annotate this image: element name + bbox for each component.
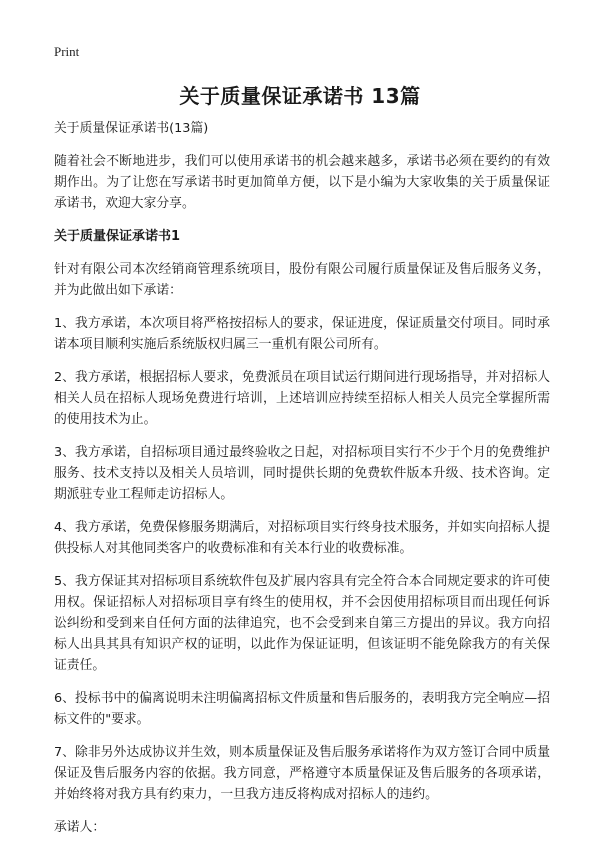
commitment-item-5: 5、我方保证其对招标项目系统软件包及扩展内容具有完全符合本合同规定要求的许可使用权。保证招标人对招标项目享有终生的使用权，并不会因使用招标项目而出现任何诉讼纠纷和受到来自任何方面的法律追究，也不会受到来自第三方提出的异议。我方向招标人出具其具有知识产权的证明，以此作为保证证明，但该证明不能免除我方的有关保证责任。 <box>54 574 550 673</box>
section-heading: 关于质量保证承诺书1 <box>54 229 181 244</box>
commitment-item-6: 6、投标书中的偏离说明未注明偏离招标文件质量和售后服务的，表明我方完全响应—招标文件的"要求。 <box>54 691 550 727</box>
signer-label: 承诺人： <box>54 820 106 835</box>
intro-paragraph: 随着社会不断地进步，我们可以使用承诺书的机会越来越多，承诺书必须在要约的有效期作出。为了让您在写承诺书时更加简单方便，以下是小编为大家收集的关于质量保证承诺书，欢迎大家分享。 <box>54 154 550 211</box>
article-body <box>54 118 550 850</box>
print-link[interactable]: Print <box>54 44 80 59</box>
opening-paragraph: 针对有限公司本次经销商管理系统项目，股份有限公司履行质量保证及售后服务义务，并为此做出如下承诺： <box>54 262 550 298</box>
commitment-item-3: 3、我方承诺，自招标项目通过最终验收之日起，对招标项目实行不少于个月的免费维护服务、技术支持以及相关人员培训，同时提供长期的免费软件版本升级、技术咨询。定期派驻专业工程师走访招标人。 <box>54 445 550 502</box>
commitment-item-4: 4、我方承诺，免费保修服务期满后，对招标项目实行终身技术服务，并如实向招标人提供投标人对其他同类客户的收费标准和有关本行业的收费标准。 <box>54 520 550 556</box>
commitment-item-2: 2、我方承诺，根据招标人要求，免费派员在项目试运行期间进行现场指导，并对招标人相关人员在招标人现场免费进行培训，上述培训应持续至招标人相关人员完全掌握所需的使用技术为止。 <box>54 370 550 427</box>
commitment-item-1: 1、我方承诺，本次项目将严格按招标人的要求，保证进度，保证质量交付项目。同时承诺本项目顺利实施后系统版权归属三一重机有限公司所有。 <box>54 316 550 352</box>
commitment-item-7: 7、除非另外达成协议并生效，则本质量保证及售后服务承诺将作为双方签订合同中质量保证及售后服务内容的依据。我方同意，严格遵守本质量保证及售后服务的各项承诺，并始终将对我方具有约束力，一旦我方违反将构成对招标人的违约。 <box>54 745 550 802</box>
document-title: 关于质量保证承诺书 13篇 <box>179 84 421 108</box>
article-subtitle: 关于质量保证承诺书(13篇) <box>54 121 209 136</box>
